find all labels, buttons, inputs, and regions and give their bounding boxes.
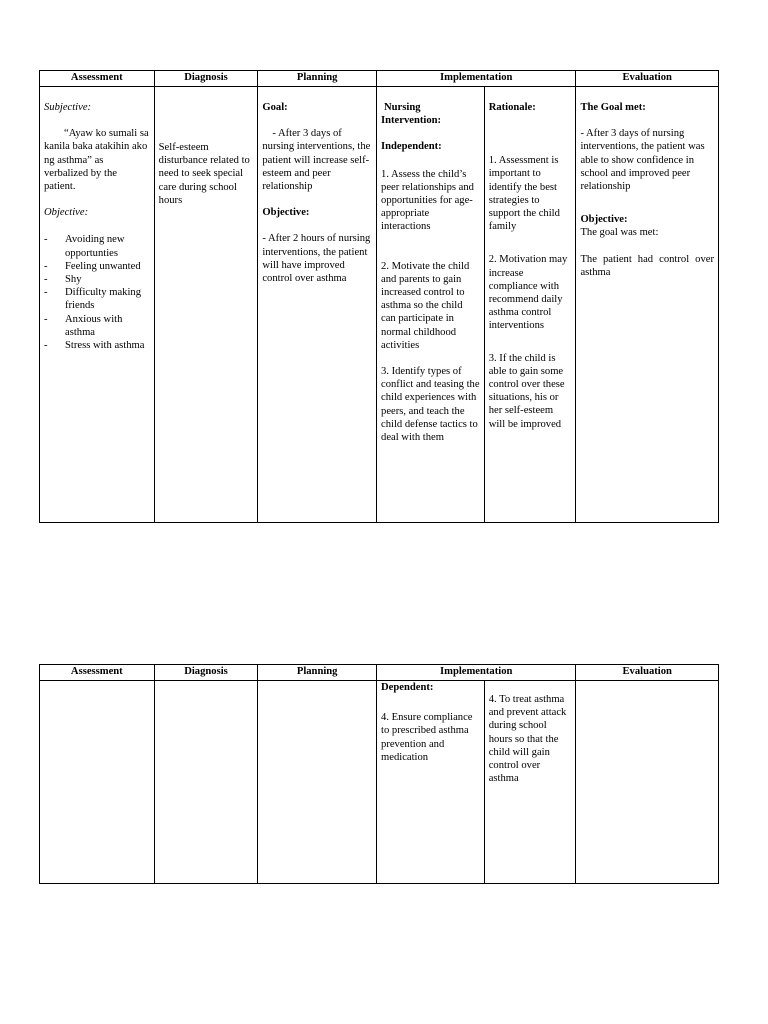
intervention-item-2: 2. Motivate the child and parents to gain increased control to asthma so the child can participate in normal childhood activities [381, 260, 470, 351]
list-item: - Feeling unwanted [44, 260, 141, 272]
evaluation-objective-text-2: The patient had control over asthma [580, 253, 715, 278]
intervention-item-1: 1. Assess the child’s peer relationships and opportunities for age-appropriate interactions [381, 168, 474, 233]
rationale-item-3: 3. If the child is able to gain some control over these situations, his or her self-esteem will be improved [488, 352, 565, 430]
header-planning: Planning [258, 71, 377, 86]
table-body [40, 87, 718, 523]
independent-label: Independent: [381, 141, 442, 153]
intervention-item-4: 4. Ensure compliance to prescribed asthma prevention and medication [381, 712, 473, 763]
list-item: - Avoiding new opportunties [44, 234, 125, 259]
header-assessment: Assessment [40, 665, 155, 680]
goal-label: Goal: [262, 102, 288, 113]
table-header [40, 71, 718, 87]
table-header [40, 665, 718, 681]
list-item: - Stress with asthma [44, 340, 145, 352]
rationale-title: Rationale: [488, 102, 536, 113]
rationale-cell [485, 87, 577, 523]
list-item: - Anxious with asthma [44, 313, 123, 338]
objective-label: Objective: [44, 207, 89, 219]
objective-list [44, 233, 150, 352]
header-assessment: Assessment [40, 71, 155, 86]
intervention-item-3: 3. Identify types of conflict and teasing the child experiences with peers, and teach the child defense tactics to deal with them [381, 366, 480, 444]
header-evaluation: Evaluation [622, 72, 672, 83]
assessment-cell [40, 681, 155, 884]
list-item: - Shy [44, 274, 82, 286]
subjective-label: Subjective: [44, 102, 92, 113]
header-implementation: Implementation [377, 71, 576, 86]
evaluation-goal-text: - After 3 days of nursing interventions, the patient was able to show confidence in school and improved peer relationship [580, 128, 705, 193]
header-evaluation: Evaluation [622, 666, 672, 677]
assessment-cell [40, 87, 155, 523]
header-implementation: Implementation [377, 665, 576, 680]
evaluation-cell [576, 87, 718, 523]
rationale-cell [485, 681, 577, 884]
list-item: - Difficulty making friends [44, 287, 142, 312]
care-plan-table-2 [39, 664, 719, 884]
rationale-item-2: 2. Motivation may increase compliance with recommend daily asthma control interventions [488, 254, 568, 332]
intervention-title: Nursing Intervention: [381, 102, 442, 127]
dependent-label: Dependent: [381, 682, 434, 693]
diagnosis-cell [155, 681, 259, 884]
header-diagnosis: Diagnosis [155, 71, 259, 86]
diagnosis-text: Self-esteem disturbance related to need to seek special care during school hours [158, 142, 250, 206]
planning-cell [258, 681, 377, 884]
evaluation-cell [576, 681, 718, 884]
evaluation-objective-text-1: The goal was met: [580, 227, 659, 239]
intervention-cell [377, 87, 485, 523]
header-planning: Planning [258, 665, 377, 680]
planning-objective-text: - After 2 hours of nursing interventions, the patient will have improved control over asthma [262, 233, 371, 285]
diagnosis-cell [155, 87, 259, 523]
planning-objective-label: Objective: [262, 207, 310, 219]
subjective-text: “Ayaw ko sumali sa kanila baka atakihin ako ng asthma” as verbalized by the patient. [44, 128, 149, 193]
evaluation-objective-label: Objective: [580, 214, 628, 226]
goal-text: - After 3 days of nursing interventions, the patient will increase self-esteem and peer relationship [262, 128, 371, 193]
table-body [40, 681, 718, 884]
evaluation-goal-label: The Goal met: [580, 102, 646, 113]
planning-cell [258, 87, 377, 523]
rationale-item-4: 4. To treat asthma and prevent attack during school hours so that the child will gain control over asthma [488, 694, 567, 785]
rationale-item-1: 1. Assessment is important to identify the best strategies to support the child family [488, 155, 560, 233]
care-plan-table-1 [39, 70, 719, 523]
intervention-cell [377, 681, 485, 884]
header-diagnosis: Diagnosis [155, 665, 259, 680]
